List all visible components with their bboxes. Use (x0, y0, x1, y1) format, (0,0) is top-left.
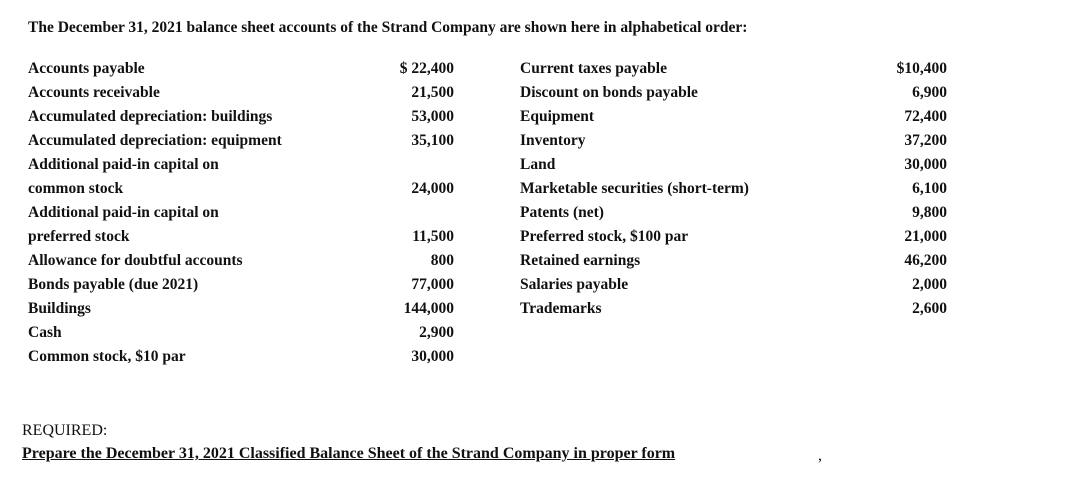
account-row (28, 297, 458, 321)
account-row (28, 201, 458, 225)
required-label: REQUIRED: (22, 422, 108, 439)
account-amount: 6,100 (912, 180, 947, 197)
account-amount: 53,000 (411, 108, 454, 125)
account-label: Accumulated depreciation: buildings (28, 108, 273, 125)
account-label: Trademarks (520, 300, 602, 317)
account-label: preferred stock (28, 228, 130, 245)
right-account-list (520, 57, 950, 321)
account-row (520, 225, 950, 249)
left-account-list (28, 57, 458, 369)
account-row (520, 297, 950, 321)
account-amount: 35,100 (411, 132, 454, 149)
account-label: Salaries payable (520, 276, 629, 293)
account-label: Current taxes payable (520, 60, 667, 77)
account-amount: $ 22,400 (399, 60, 454, 77)
account-amount: 11,500 (412, 228, 454, 245)
account-row (28, 105, 458, 129)
account-row (28, 321, 458, 345)
account-amount: 21,000 (904, 228, 947, 245)
account-amount: 21,500 (411, 84, 454, 101)
account-row (520, 57, 950, 81)
account-amount: 24,000 (411, 180, 454, 197)
account-row (520, 249, 950, 273)
account-label: Common stock, $10 par (28, 348, 186, 365)
account-label: Retained earnings (520, 252, 641, 269)
instruction-text: Prepare the December 31, 2021 Classified Balance Sheet of the Strand Company in proper form (22, 445, 676, 462)
account-label: Preferred stock, $100 par (520, 228, 689, 245)
account-row (520, 81, 950, 105)
account-row (28, 345, 458, 369)
account-amount: 46,200 (904, 252, 947, 269)
account-amount: 2,600 (912, 300, 947, 317)
account-row (28, 225, 458, 249)
account-label: Land (520, 156, 556, 173)
account-label: Additional paid-in capital on (28, 156, 219, 173)
account-label: Accumulated depreciation: equipment (28, 132, 282, 149)
account-row (28, 57, 458, 81)
account-label: Discount on bonds payable (520, 84, 698, 101)
account-row (28, 81, 458, 105)
account-amount: 2,000 (912, 276, 947, 293)
account-label: Marketable securities (short-term) (520, 180, 749, 197)
account-amount: 2,900 (419, 324, 454, 341)
account-amount: 800 (430, 252, 454, 269)
account-label: Additional paid-in capital on (28, 204, 219, 221)
account-amount: 144,000 (403, 300, 454, 317)
account-row (520, 273, 950, 297)
account-amount: 6,900 (912, 84, 947, 101)
account-label: Accounts payable (28, 60, 145, 77)
problem-title: The December 31, 2021 balance sheet accounts of the Strand Company are shown here in alphabetical order: (28, 19, 748, 36)
account-row (28, 249, 458, 273)
account-amount: 9,800 (912, 204, 947, 221)
account-amount: 30,000 (411, 348, 454, 365)
account-amount: 72,400 (904, 108, 947, 125)
account-amount: 37,200 (904, 132, 947, 149)
account-label: Buildings (28, 300, 91, 317)
account-amount: 30,000 (904, 156, 947, 173)
account-label: Equipment (520, 108, 595, 125)
trailing-mark: , (818, 447, 822, 464)
account-amount: 77,000 (411, 276, 454, 293)
account-row (28, 153, 458, 177)
account-row (520, 177, 950, 201)
account-row (28, 177, 458, 201)
account-label: Allowance for doubtful accounts (28, 252, 243, 269)
account-row (28, 273, 458, 297)
account-label: Inventory (520, 132, 586, 149)
account-row (520, 201, 950, 225)
account-row (28, 129, 458, 153)
account-label: common stock (28, 180, 124, 197)
account-row (520, 105, 950, 129)
account-amount: $10,400 (896, 60, 947, 77)
account-label: Cash (28, 324, 62, 341)
account-label: Patents (net) (520, 204, 604, 221)
account-row (520, 153, 950, 177)
account-row (520, 129, 950, 153)
account-label: Accounts receivable (28, 84, 160, 101)
account-label: Bonds payable (due 2021) (28, 276, 199, 293)
